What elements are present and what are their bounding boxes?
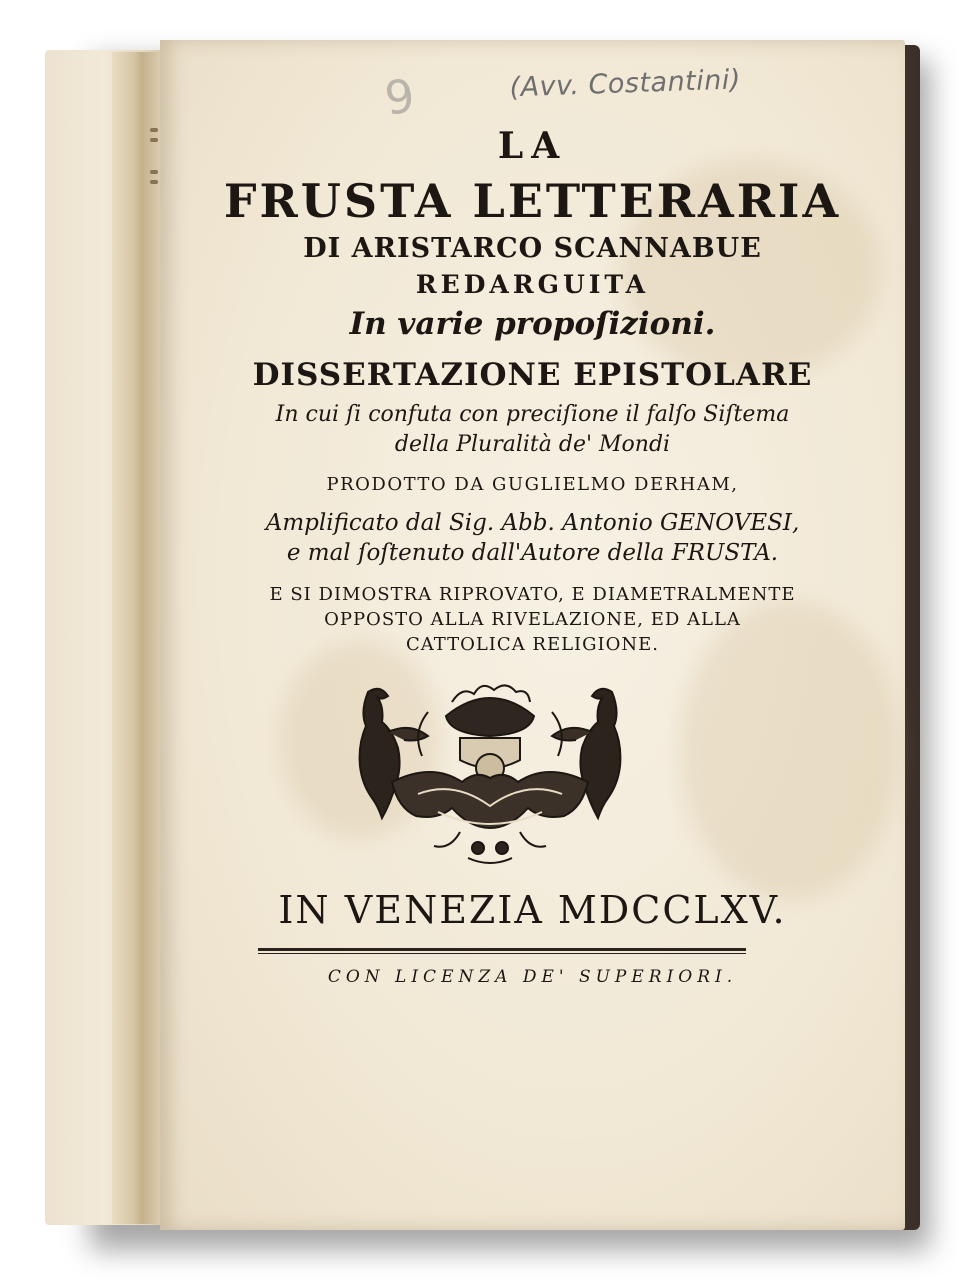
- dimostra-line-1: E SI DIMOSTRA RIPROVATO, E DIAMETRALMENTE: [269, 584, 796, 605]
- binding-stitch: [150, 180, 158, 184]
- title-block: [160, 120, 905, 657]
- imprint-licence: CON LICENZA DE' SUPERIORI.: [327, 967, 738, 987]
- handwritten-annotation: (Avv. Costantini): [509, 64, 742, 104]
- sostenuto-line: e mal ſoſtenuto dall'Autore della FRUSTA.: [286, 540, 779, 566]
- main-title: FRUSTA LETTERARIA: [223, 174, 842, 228]
- book-spine: [112, 52, 166, 1224]
- printers-ornament-icon: [328, 672, 652, 868]
- binding-stitch: [150, 138, 158, 142]
- prodotto-line: PRODOTTO DA GUGLIELMO DERHAM,: [326, 474, 739, 495]
- imprint-place-date: IN VENEZIA MDCCLXV.: [278, 888, 787, 932]
- title-article: LA: [497, 125, 568, 167]
- subtitle-line-1: In cui ſi confuta con preciſione il falſo Siſtema: [275, 402, 790, 427]
- binding-stitch: [150, 170, 158, 174]
- dimostra-line-2: OPPOSTO ALLA RIVELAZIONE, ED ALLA: [324, 609, 741, 630]
- dimostra-line-3: CATTOLICA RELIGIONE.: [405, 634, 660, 655]
- title-proposizioni: In varie propoſizioni.: [349, 306, 716, 342]
- title-redarguita: REDARGUITA: [415, 270, 650, 299]
- subtitle-dissertazione: DISSERTAZIONE EPISTOLARE: [252, 357, 813, 393]
- pencil-mark: 9: [381, 68, 418, 126]
- title-author: DI ARISTARCO SCANNABUE: [303, 233, 762, 264]
- imprint-rule: [258, 948, 746, 951]
- amplificato-line: Amplificato dal Sig. Abb. Antonio GENOVESI,: [265, 510, 800, 536]
- subtitle-line-2: della Pluralità de' Mondi: [394, 432, 671, 457]
- binding-stitch: [150, 128, 158, 132]
- imprint-rule-thin: [258, 953, 746, 954]
